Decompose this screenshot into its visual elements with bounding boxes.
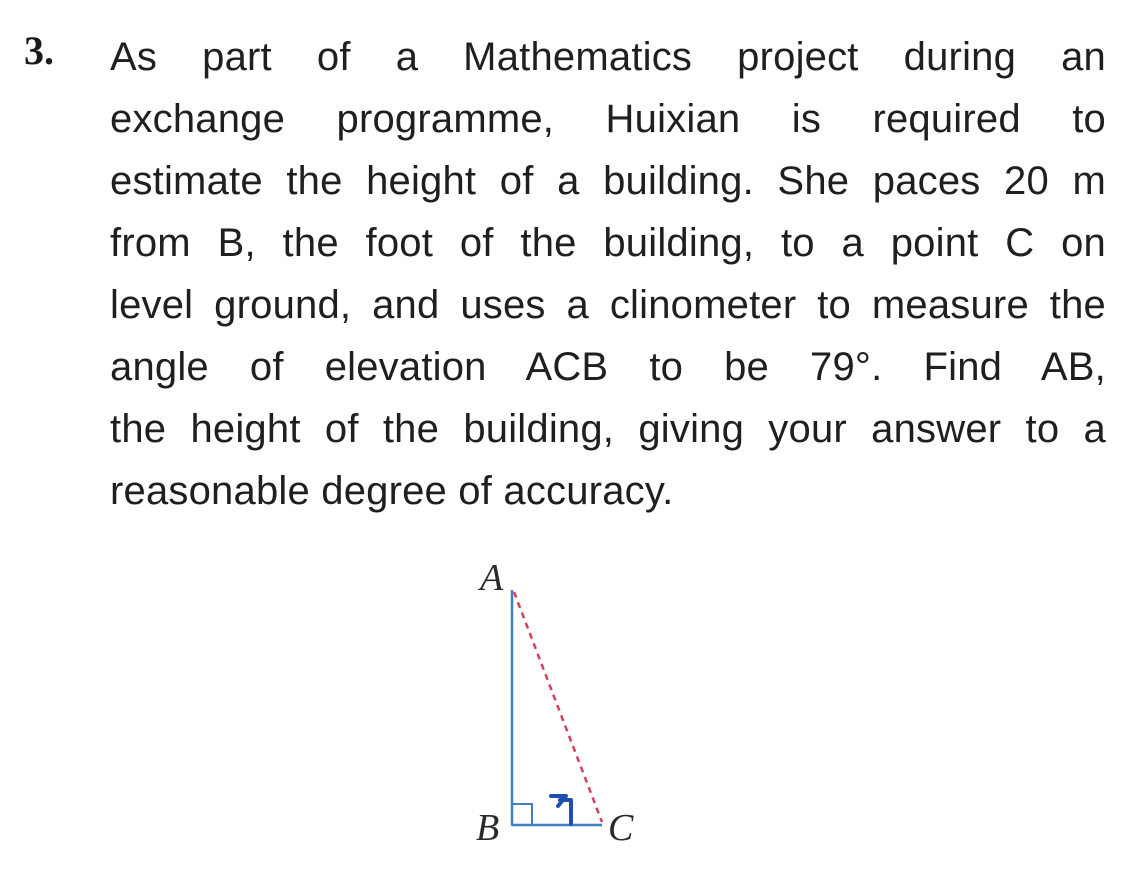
- vertex-label-a: A: [480, 557, 504, 599]
- question-line: exchange programme, Huixian is required to: [110, 97, 1106, 141]
- question-line: the height of the building, giving your answer to a: [110, 407, 1106, 451]
- question-line: reasonable degree of accuracy.: [110, 469, 674, 513]
- question-line: level ground, and uses a clinometer to measure the: [110, 283, 1106, 327]
- vertex-label-b: B: [476, 807, 500, 849]
- triangle-svg: [440, 550, 700, 860]
- vertex-label-c: C: [608, 807, 634, 849]
- question-line: As part of a Mathematics project during an: [110, 35, 1106, 79]
- question-line: angle of elevation ACB to be 79°. Find AB,: [110, 345, 1106, 389]
- question-line: estimate the height of a building. She paces 20 m: [110, 159, 1106, 203]
- question-number: 3.: [24, 28, 54, 73]
- right-angle-marker: [512, 804, 532, 825]
- triangle-diagram: [440, 550, 700, 860]
- question-text: [110, 26, 1106, 522]
- angle-mark-icon: [551, 796, 571, 824]
- question-line: from B, the foot of the building, to a point C on: [110, 221, 1106, 265]
- side-ac: [514, 592, 602, 822]
